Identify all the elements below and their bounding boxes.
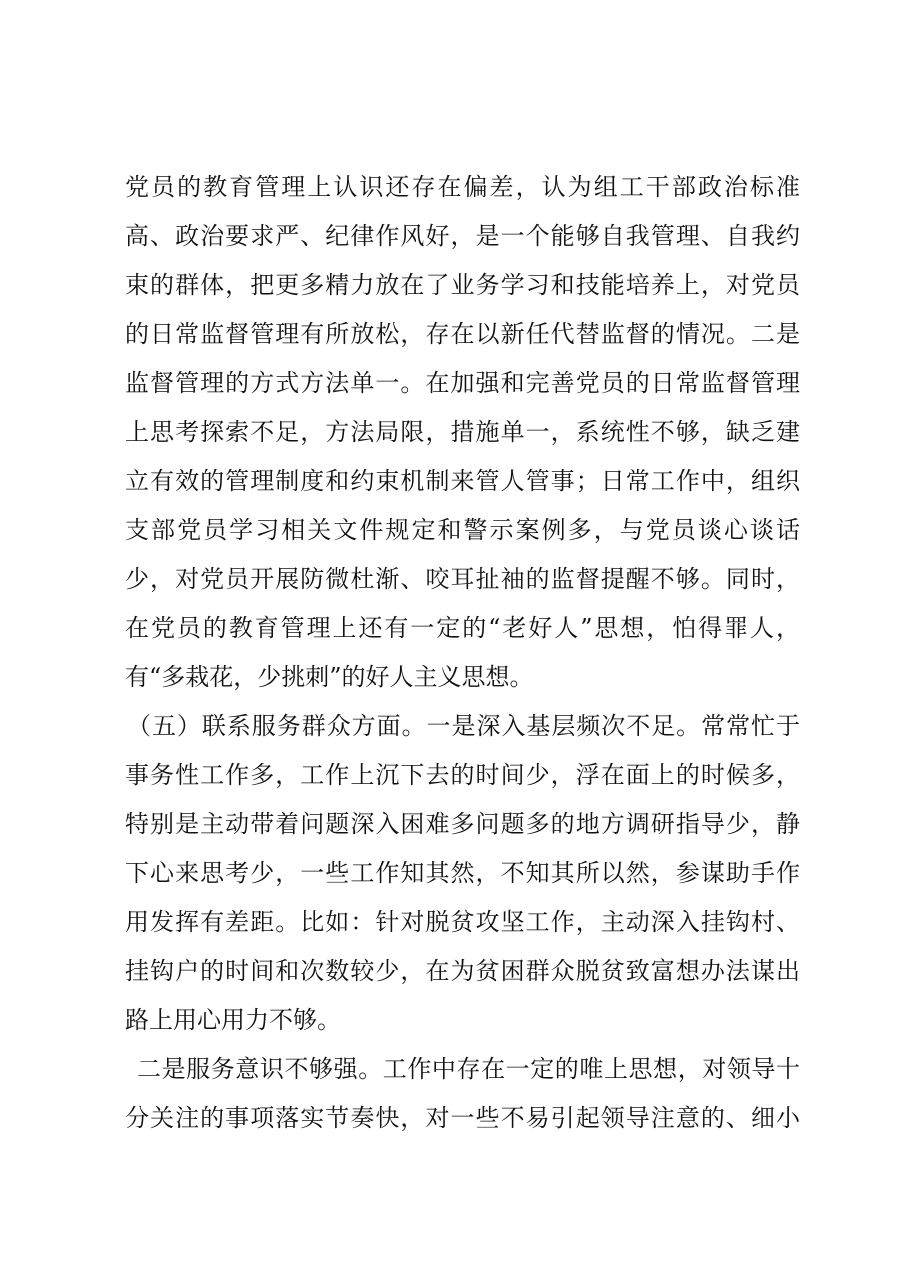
text-line: 上思考探索不足，方法局限，措施单一，系统性不够，缺乏建 <box>125 418 800 446</box>
text-line: 支部党员学习相关文件规定和警示案例多，与党员谈心谈话 <box>125 516 800 544</box>
text-line: 少，对党员开展防微杜渐、咬耳扯袖的监督提醒不够。同时， <box>125 565 800 593</box>
text-line: 二是服务意识不够强。工作中存在一定的唯上思想，对领导十 <box>137 1055 800 1083</box>
text-line: 路上用心用力不够。 <box>125 1006 341 1034</box>
text-line: 党员的教育管理上认识还存在偏差，认为组工干部政治标准 <box>125 173 800 201</box>
text-line: 束的群体，把更多精力放在了业务学习和技能培养上，对党员 <box>125 271 800 299</box>
text-line: 挂钩户的时间和次数较少，在为贫困群众脱贫致富想办法谋出 <box>125 957 800 985</box>
text-line: 下心来思考少，一些工作知其然，不知其所以然，参谋助手作 <box>125 859 800 887</box>
paragraph-heading-line: （五）联系服务群众方面。一是深入基层频次不足。常常忙于 <box>127 712 800 740</box>
text-line: 在党员的教育管理上还有一定的“老好人”思想，怕得罪人， <box>125 614 800 642</box>
text-line: 的日常监督管理有所放松，存在以新任代替监督的情况。二是 <box>125 320 800 348</box>
text-line: 分关注的事项落实节奏快，对一些不易引起领导注意的、细小 <box>125 1104 800 1132</box>
text-line: 立有效的管理制度和约束机制来管人管事；日常工作中，组织 <box>125 467 800 495</box>
text-line: 用发挥有差距。比如：针对脱贫攻坚工作，主动深入挂钩村、 <box>125 908 800 936</box>
text-line: 高、政治要求严、纪律作风好，是一个能够自我管理、自我约 <box>125 222 800 250</box>
text-line: 事务性工作多，工作上沉下去的时间少，浮在面上的时候多， <box>125 761 800 789</box>
text-line: 特别是主动带着问题深入困难多问题多的地方调研指导少，静 <box>125 810 800 838</box>
text-line: 监督管理的方式方法单一。在加强和完善党员的日常监督管理 <box>125 369 800 397</box>
text-line: 有“多栽花，少挑刺”的好人主义思想。 <box>125 663 534 691</box>
